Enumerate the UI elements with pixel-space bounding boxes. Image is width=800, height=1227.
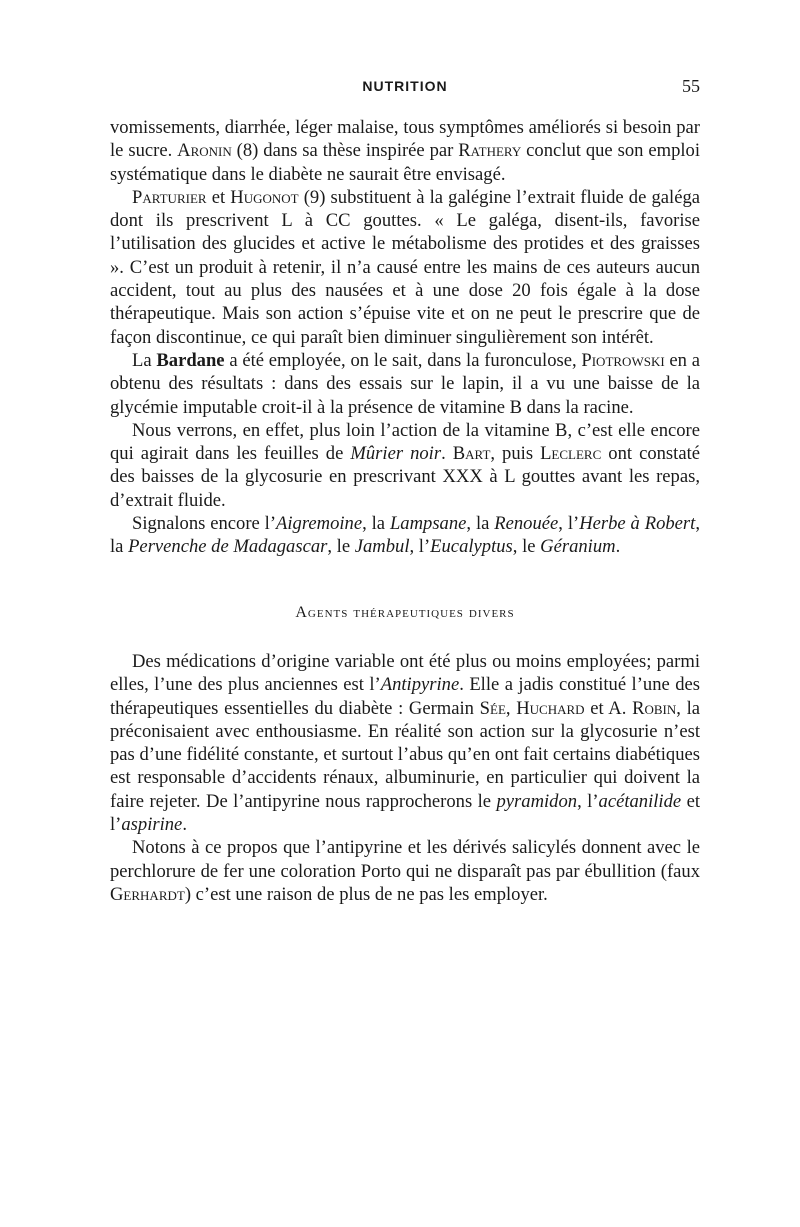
text: , le <box>512 536 541 558</box>
text: a été employée, on le sait, dans la furonculose, <box>224 349 582 371</box>
text: , puis <box>490 443 541 465</box>
text: . <box>615 536 621 558</box>
author-piotrowski: Piotrowski <box>581 349 665 371</box>
plant-geranium: Géranium <box>540 536 616 558</box>
page-header <box>110 74 700 104</box>
text: vomissements, diarrhée, léger malaise, tous symptômes améliorés si besoin par le sucre. <box>110 117 700 162</box>
plant-aigremoine: Aigremoine <box>276 513 363 535</box>
text: ont constaté des baisses de la glycosurie en prescrivant XXX à L gouttes avant les repas, d’extrait fluide. <box>110 443 700 511</box>
paragraph-1 <box>110 116 700 186</box>
section-heading: Agents thérapeutiques divers <box>295 603 515 621</box>
text: . Elle a jadis constitué l’une des thérapeutiques essentielles du diabète : Germain <box>110 674 700 719</box>
text: conclut que son emploi systématique dans le diabète ne saurait être envisagé. <box>110 140 700 185</box>
plant-eucalyptus: Eucalyptus <box>430 536 513 558</box>
term-bardane: Bardane <box>156 349 225 371</box>
running-title: NUTRITION <box>362 78 448 94</box>
plant-pervenche: Pervenche de Madagascar <box>128 536 328 558</box>
text: Signalons encore l’ <box>132 513 277 535</box>
author-parturier: Parturier <box>132 186 207 208</box>
text: ) c’est une raison de plus de ne pas les employer. <box>184 883 548 905</box>
author-aronin: Aronin <box>177 140 232 162</box>
text: Notons à ce propos que l’antipyrine et les dérivés salicylés donnent avec le perchlorure de fer une coloration Porto qui ne disparaît pas par ébullition (faux <box>110 837 700 882</box>
text: , la <box>362 513 390 535</box>
text: , le <box>327 536 355 558</box>
text: , l’ <box>577 790 599 812</box>
paragraph-6 <box>110 650 700 836</box>
plant-lampsane: Lampsane <box>389 513 467 535</box>
drug-aspirine: aspirine <box>121 814 183 836</box>
plant-renouee: Renouée <box>494 513 559 535</box>
text: La <box>132 349 157 371</box>
text: et <box>206 186 231 208</box>
author-leclerc: Leclerc <box>540 443 602 465</box>
page-body <box>110 116 700 906</box>
text: , l’ <box>409 536 431 558</box>
text: , la <box>110 513 700 558</box>
text: , la préconisaient avec enthousiasme. En réalité son action sur la glycosurie n’est pas d’une fidélité constante, et surtout l’abus qu’en ont fait certains diabétiques est responsable d’accidents rénaux, albuminurie, en particulier qui doivent la faire rejeter. De l’antipyrine nous rapprocherons le <box>110 697 700 812</box>
paragraph-3 <box>110 349 700 419</box>
plant-herbe-a-robert: Herbe à Robert <box>579 513 696 535</box>
author-bart: Bart <box>452 443 491 465</box>
text: en a obtenu des résultats : dans des essais sur le lapin, il a vu une baisse de la glycémie imputable croit-il à la présence de vitamine B dans la racine. <box>110 349 700 418</box>
paragraph-5 <box>110 512 700 559</box>
page-number: 55 <box>682 76 700 96</box>
author-rathery: Rathery <box>458 140 522 162</box>
author-huchard: Huchard <box>516 697 585 719</box>
author-robin: Robin <box>632 697 677 719</box>
drug-antipyrine: Antipyrine <box>380 674 460 696</box>
text: Des médications d’origine variable ont été plus ou moins employées; parmi elles, l’une des plus anciennes est l’ <box>110 650 700 696</box>
drug-pyramidon: pyramidon <box>496 790 578 812</box>
author-see: Sée <box>479 697 506 719</box>
text: (9) substituent à la galégine l’extrait fluide de galéga dont ils prescrivent L à CC gouttes. « Le galéga, disent-ils, favorise l’utilisation des glucides et active le métabolisme des protides et des graisses ». C’est un produit à retenir, il n’a causé entre les mains de ces auteurs aucun accident, tout au plus des nausées et à une dose 20 fois égale à la dose thérapeutique. Mais son action s’épuise vite et on ne peut le prescrire que de façon discontinue, ce qui paraît bien diminuer singulièrement son intérêt. <box>110 186 700 348</box>
author-hugonot: Hugonot <box>230 186 299 208</box>
text: . <box>182 814 187 836</box>
plant-jambul: Jambul <box>354 536 410 558</box>
paragraph-2 <box>110 186 700 349</box>
plant-murier-noir: Mûrier noir <box>350 443 442 465</box>
drug-acetanilide: acétanilide <box>598 790 682 812</box>
text: , <box>505 697 517 719</box>
text: (8) dans sa thèse inspirée par <box>231 140 459 162</box>
text: Nous verrons, en effet, plus loin l’action de la vitamine B, c’est elle encore qui agirait dans les feuilles de <box>110 419 700 465</box>
paragraph-7 <box>110 836 700 906</box>
text: , la <box>466 513 495 535</box>
text: et A. <box>584 697 633 719</box>
text: , l’ <box>558 513 580 535</box>
author-gerhardt: Gerhardt <box>110 883 185 905</box>
text: . <box>441 443 453 465</box>
paragraph-4 <box>110 419 700 512</box>
text: et l’ <box>110 790 701 836</box>
